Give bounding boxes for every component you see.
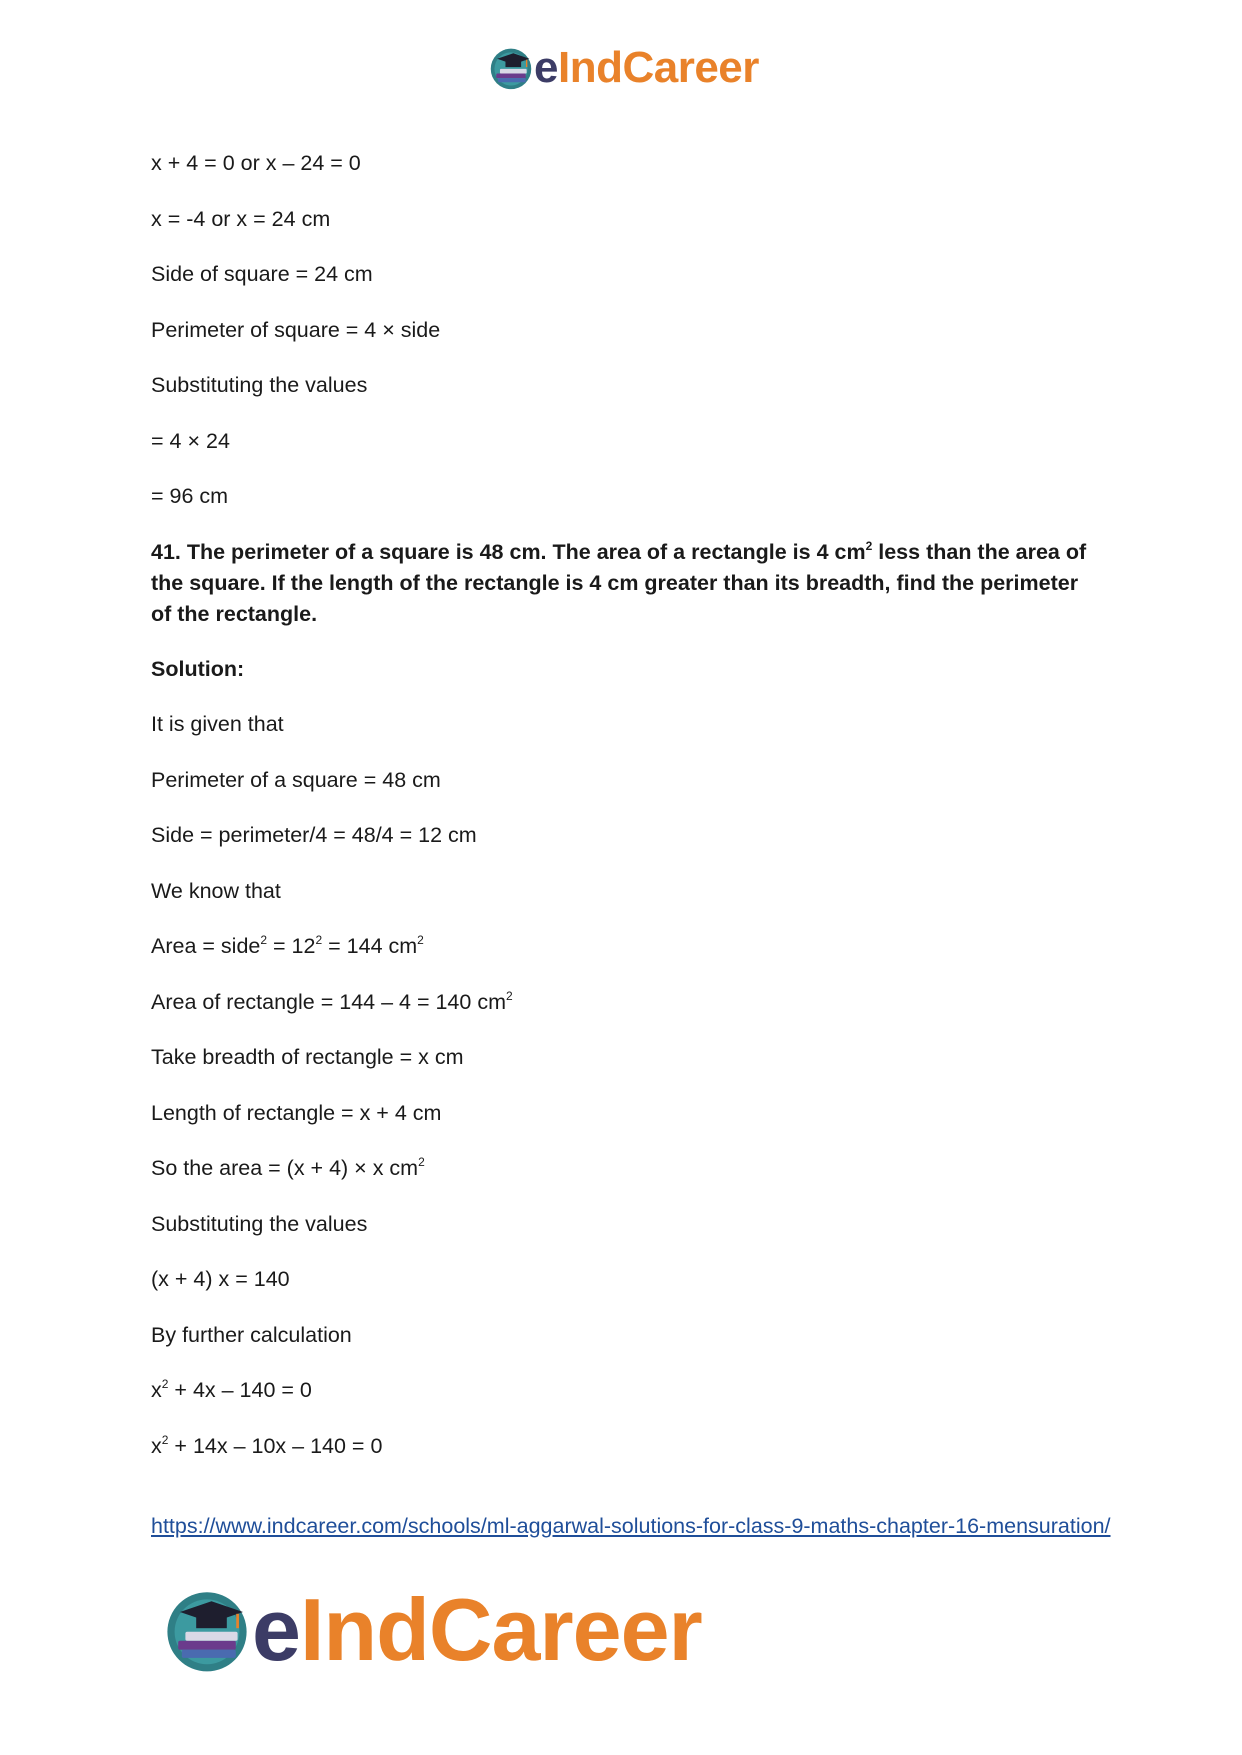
rect-area-text: Area of rectangle = 144 – 4 = 140 cm	[151, 989, 506, 1014]
eq3-rest: + 14x – 10x – 140 = 0	[168, 1433, 383, 1458]
rect-area-sup: 2	[505, 988, 513, 1003]
logo-letter-e: e	[534, 43, 558, 92]
area-text-a: Area = side	[151, 934, 261, 958]
logo-letter-e: e	[252, 1580, 300, 1679]
area-sup-2: 2	[315, 933, 323, 947]
area-sup-1: 2	[260, 933, 268, 947]
quadratic-equation-line	[151, 1375, 1101, 1406]
footer-logo	[162, 1582, 702, 1678]
area-sup-3: 2	[417, 933, 424, 947]
question-41	[151, 537, 1101, 630]
text-line: Side of square = 24 cm	[151, 262, 373, 286]
equation-line: (x + 4) x = 140	[151, 1267, 290, 1291]
eq2-var: x	[151, 1378, 162, 1402]
logo-wordmark: IndCareer	[557, 43, 759, 92]
graduation-cap-books-icon	[488, 45, 534, 91]
eq2-rest: + 4x – 140 = 0	[168, 1378, 312, 1402]
area-text-c: = 144 cm	[322, 934, 418, 958]
solution-content	[151, 148, 1101, 1486]
text-line: Substituting the values	[151, 1211, 368, 1236]
equation-line: = 96 cm	[151, 484, 229, 508]
so-area-sup: 2	[418, 1155, 425, 1169]
area-text-b: = 12	[267, 934, 316, 958]
text-line: It is given that	[151, 712, 284, 736]
solution-label: Solution:	[151, 656, 245, 681]
eq2-sup: 2	[161, 1377, 169, 1391]
rect-area-line	[151, 987, 1101, 1018]
text-line: We know that	[151, 878, 281, 903]
text-line: Perimeter of square = 4 × side	[151, 317, 441, 342]
factored-equation-line	[151, 1431, 1101, 1462]
question-superscript: 2	[865, 538, 873, 553]
question-text-part2: less than the area of the square. If the length of the rectangle is 4 cm greater than its breadth, find the perimeter of the rectangle.	[151, 539, 1087, 626]
text-line: Perimeter of a square = 48 cm	[151, 767, 441, 792]
question-text-part1: 41. The perimeter of a square is 48 cm. The area of a rectangle is 4 cm	[151, 539, 866, 564]
eq3-sup: 2	[161, 1432, 169, 1447]
equation-line: x = -4 or x = 24 cm	[151, 206, 331, 231]
text-line: Side = perimeter/4 = 48/4 = 12 cm	[151, 823, 477, 847]
equation-line: = 4 × 24	[151, 428, 230, 453]
eq3-var: x	[151, 1433, 162, 1458]
text-line: Substituting the values	[151, 373, 368, 397]
header-logo	[488, 40, 759, 96]
graduation-cap-books-icon	[162, 1585, 252, 1675]
text-line: By further calculation	[151, 1322, 352, 1347]
text-line: Length of rectangle = x + 4 cm	[151, 1100, 442, 1125]
footer-logo-text	[252, 1579, 702, 1681]
so-area-line	[151, 1153, 1101, 1184]
text-line: Take breadth of rectangle = x cm	[151, 1045, 464, 1069]
so-area-text: So the area = (x + 4) × x cm	[151, 1156, 419, 1180]
source-url-link[interactable]: https://www.indcareer.com/schools/ml-aggarwal-solutions-for-class-9-maths-chapter-16-mensuration/	[151, 1514, 1111, 1538]
equation-line: x + 4 = 0 or x – 24 = 0	[151, 151, 361, 175]
area-formula-line	[151, 931, 1101, 962]
logo-wordmark: IndCareer	[299, 1580, 702, 1679]
header-logo-text	[534, 43, 759, 93]
